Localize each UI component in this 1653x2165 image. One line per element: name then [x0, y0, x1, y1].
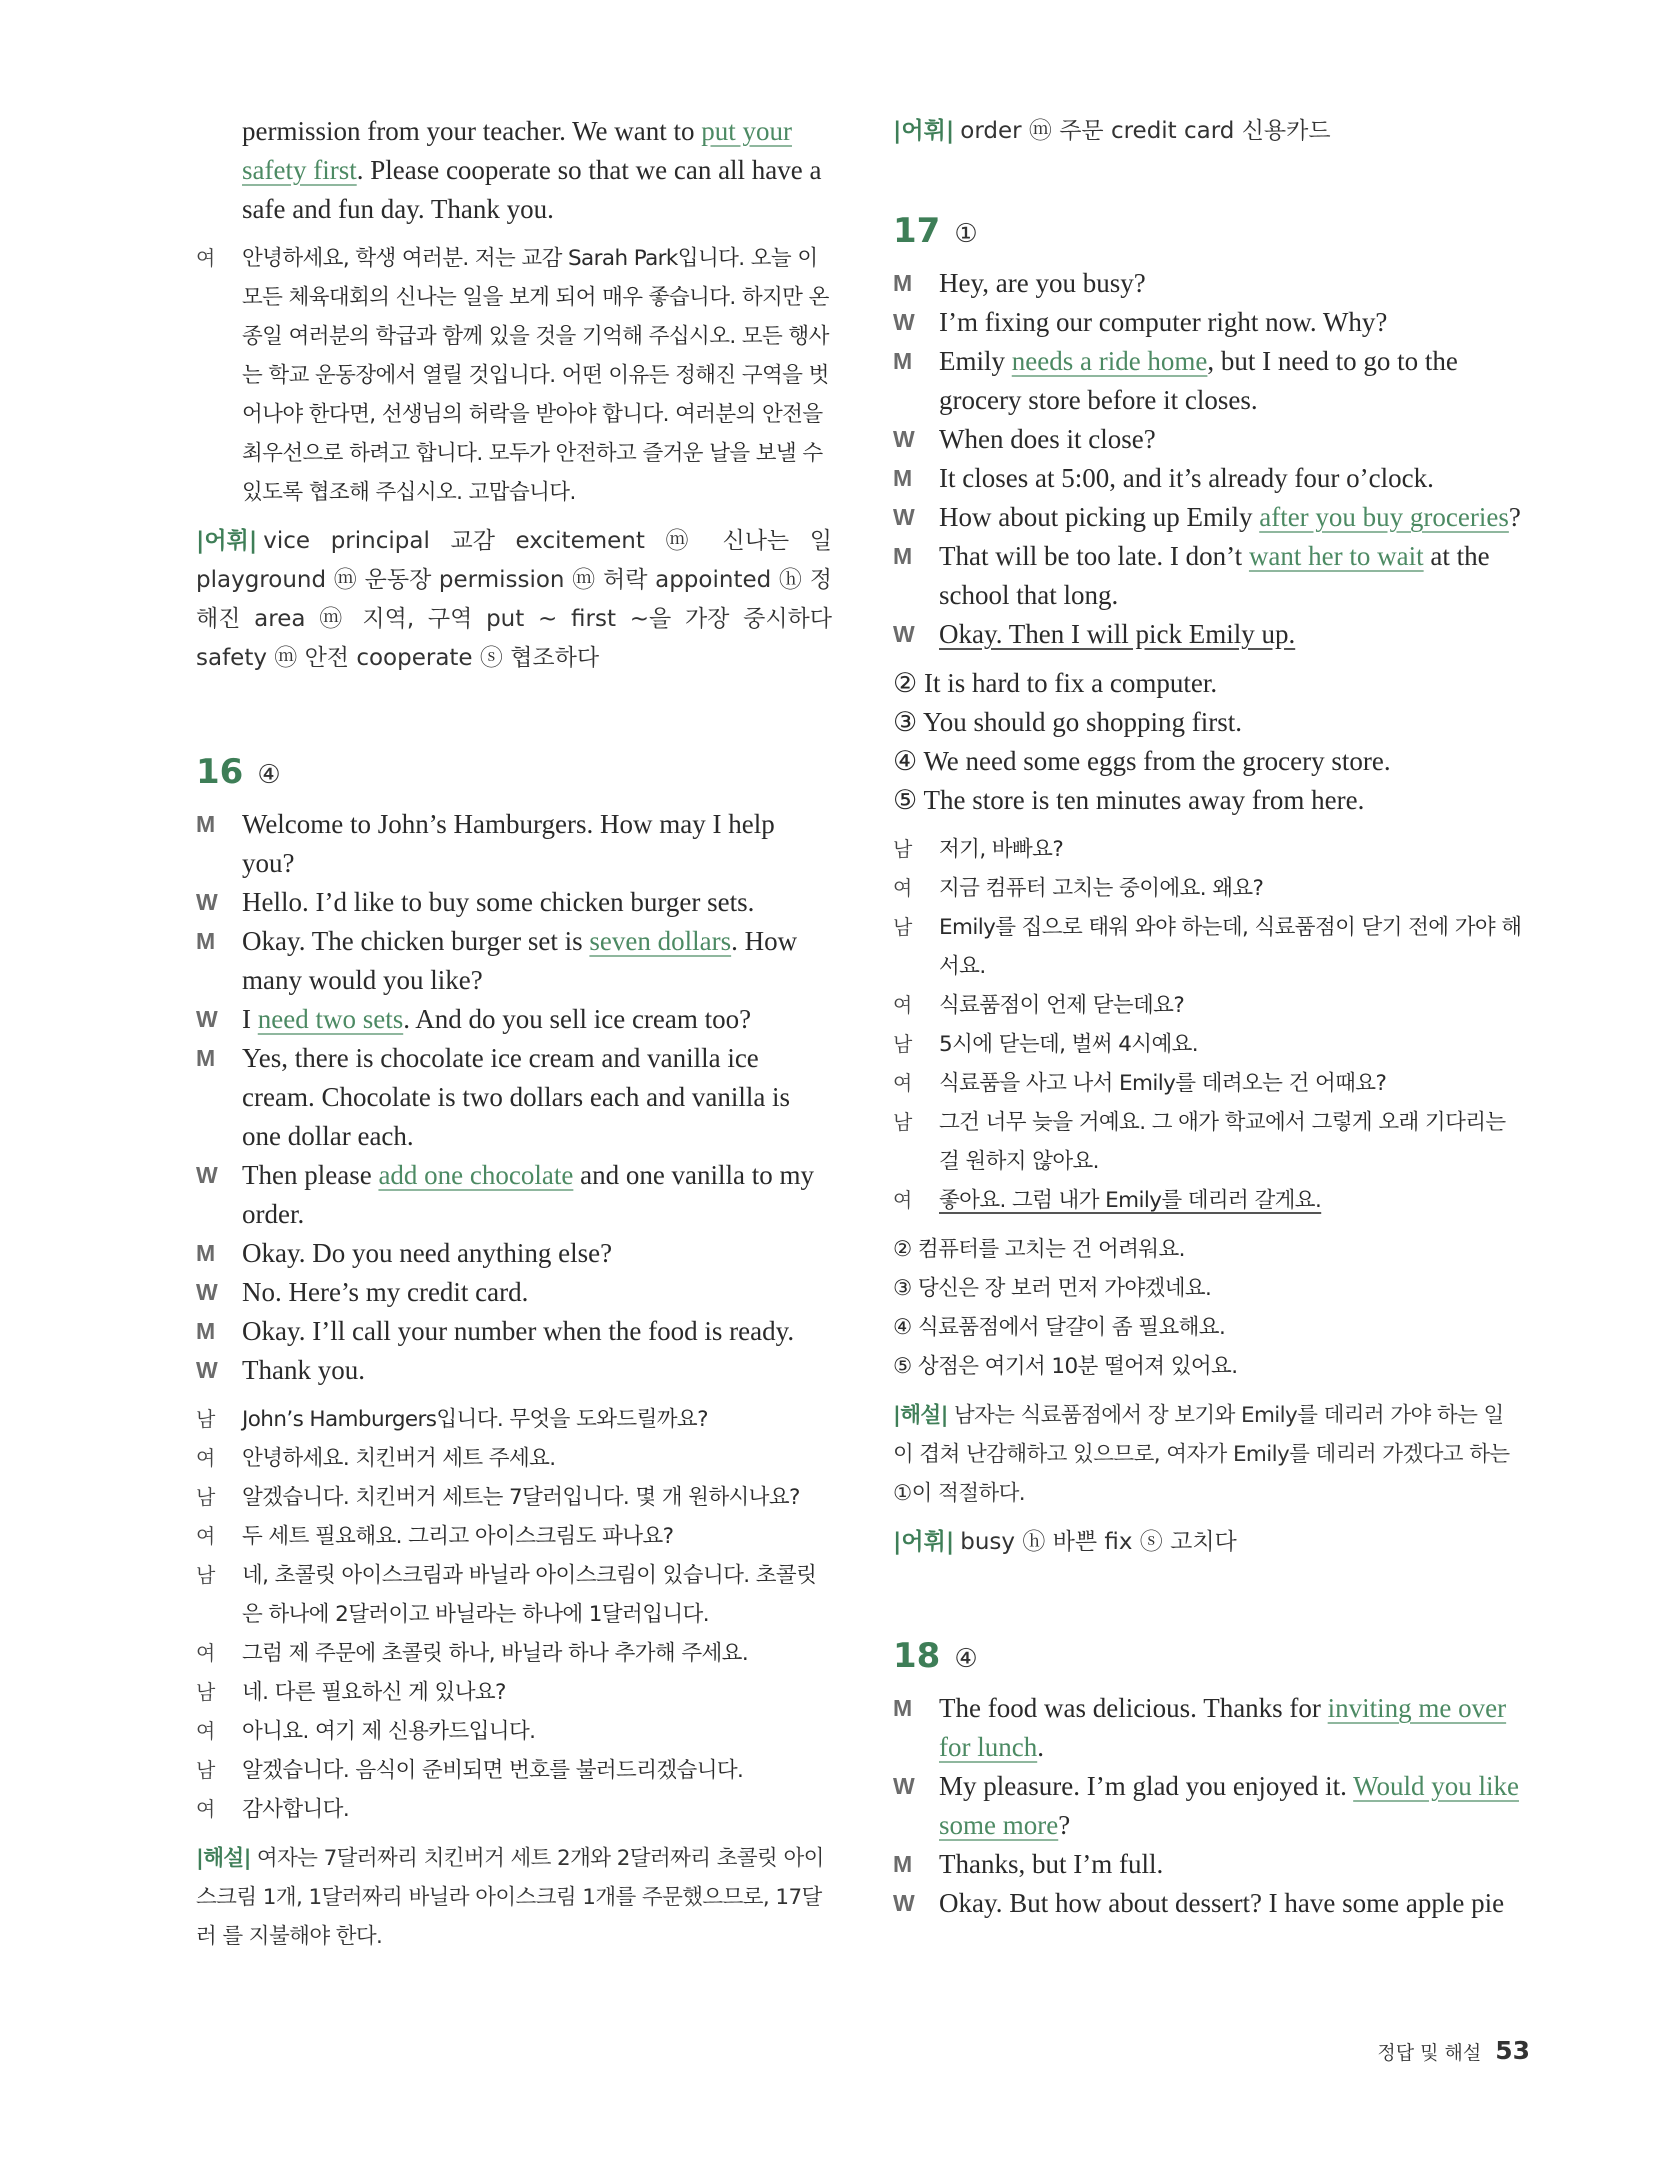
dialogue-turn	[893, 1845, 1529, 1884]
speaker-label: 여	[196, 1641, 215, 1665]
answer-mark: ①	[954, 219, 978, 249]
text-line	[242, 1712, 832, 1751]
speaker-label: 남	[196, 1563, 215, 1587]
vocab-text: busy ⓗ 바쁜 fix ⓢ 고치다	[960, 1529, 1237, 1555]
text-segment: Okay. The chicken burger set is	[242, 926, 590, 956]
text-line	[939, 1064, 1529, 1103]
text-line: ④ 식료품점에서 달걀이 좀 필요해요.	[893, 1315, 1226, 1340]
text-line	[939, 1767, 1529, 1806]
text-line	[242, 1595, 832, 1634]
korean-dialogue-turn	[893, 869, 1529, 908]
dialogue-turn	[893, 1884, 1529, 1923]
text-line: ⑤ 상점은 여기서 10분 떨어져 있어요.	[893, 1354, 1238, 1379]
question-16-header	[196, 750, 832, 797]
text-segment: 그럼 제 주문에 초콜릿 하나, 바닐라 하나 추가해 주세요.	[242, 1641, 749, 1666]
speaker-label: 남	[893, 915, 912, 939]
dialogue-turn	[196, 1312, 832, 1351]
text-segment: one dollar each.	[242, 1121, 414, 1151]
korean-dialogue-turn	[893, 1181, 1529, 1220]
q16-explanation	[196, 1839, 832, 1956]
dialogue-turn	[893, 303, 1529, 342]
text-line	[242, 1634, 832, 1673]
speaker-label: W	[893, 1890, 915, 1916]
q16-korean-dialogue	[196, 1400, 832, 1829]
text-segment: 안녕하세요. 치킨버거 세트 주세요.	[242, 1446, 556, 1471]
korean-dialogue-turn	[196, 1790, 832, 1829]
text-segment: 감사합니다.	[242, 1797, 350, 1822]
explanation-text: 남자는 식료품점에서 장 보기와 Emily를 데리러 가야 하는 일 이 겹쳐 난감해하고 있으므로, 여자가 Emily를 데리러 가겠다고 하는 ①이 적절하다.	[893, 1403, 1510, 1506]
text-line	[939, 1103, 1529, 1142]
korean-dialogue-turn	[893, 908, 1529, 986]
text-line: ② It is hard to fix a computer.	[893, 668, 1218, 698]
q17-explanation	[893, 1396, 1529, 1513]
speaker-label: 남	[196, 1407, 215, 1431]
text-line	[242, 1439, 832, 1478]
text-line	[939, 342, 1529, 381]
text-line	[242, 1117, 832, 1156]
text-line	[242, 1234, 832, 1273]
text-segment: many would you like?	[242, 965, 483, 995]
dialogue-turn	[196, 1351, 832, 1390]
explanation-tag: |해설|	[196, 1846, 251, 1871]
text-line	[939, 498, 1529, 537]
text-segment: 서요.	[939, 954, 986, 979]
question-17-header	[893, 209, 1529, 256]
vocab-text: order ⓜ 주문 credit card 신용카드	[960, 118, 1331, 144]
speaker-label: 여	[196, 1719, 215, 1743]
text-line	[242, 1195, 832, 1234]
text-line	[242, 1351, 832, 1390]
page-number: 53	[1495, 2036, 1530, 2065]
korean-dialogue-turn	[196, 1673, 832, 1712]
speaker-label: M	[893, 270, 913, 296]
dialogue-turn	[893, 537, 1529, 615]
text-line	[939, 986, 1529, 1025]
text-segment: . And do you sell ice cream too?	[403, 1004, 752, 1034]
text-segment: 좋아요. 그럼 내가 Emily를 데리러 갈게요.	[939, 1188, 1322, 1213]
explanation-text: 여자는 7달러짜리 치킨버거 세트 2개와 2달러짜리 초콜릿 아이 스크림 1개, 1달러짜리 바닐라 아이스크림 1개를 주문했으므로, 17달러 를 지불해야 한다.	[196, 1846, 824, 1949]
text-line	[939, 1689, 1529, 1728]
vocab-tag: |어휘|	[893, 118, 955, 144]
text-line	[242, 1556, 832, 1595]
text-segment: I’m fixing our computer right now. Why?	[939, 307, 1388, 337]
text-segment: Then please	[242, 1160, 379, 1190]
dialogue-turn	[196, 922, 832, 1000]
underlined-answer: Okay. Then I will pick Emily up.	[939, 619, 1296, 649]
speaker-label: 남	[893, 1110, 912, 1134]
text-line: 종일 여러분의 학급과 함께 있을 것을 기억해 주십시오. 모든 행사	[242, 324, 829, 349]
text-line	[242, 805, 832, 844]
dialogue-turn	[196, 1234, 832, 1273]
text-line	[939, 1845, 1529, 1884]
speaker-label: 여	[196, 1446, 215, 1470]
text-segment: John’s Hamburgers입니다. 무엇을 도와드릴까요?	[242, 1407, 708, 1432]
highlighted-phrase: seven dollars	[589, 926, 732, 956]
speaker-label: 여	[893, 993, 912, 1017]
text-segment: safe and fun day. Thank you.	[242, 194, 554, 224]
text-segment: 식료품을 사고 나서 Emily를 데려오는 건 어때요?	[939, 1071, 1387, 1096]
korean-dialogue-turn	[196, 1712, 832, 1751]
text-segment: . How	[731, 926, 798, 956]
korean-dialogue-turn	[196, 1400, 832, 1439]
speaker-label: 여	[893, 1071, 912, 1095]
text-segment: Emily	[939, 346, 1012, 376]
text-line	[939, 420, 1529, 459]
speaker-label: 남	[196, 1485, 215, 1509]
korean-dialogue-turn	[196, 1556, 832, 1634]
text-line	[242, 961, 832, 1000]
text-line: 최우선으로 하려고 합니다. 모두가 안전하고 즐거운 날을 보낼 수	[242, 441, 823, 466]
text-segment: How about picking up Emily	[939, 502, 1260, 532]
vocab-text: vice principal 교감 excitement ⓜ 신나는 일 playground ⓜ 운동장 permission ⓜ 허락 appointed ⓗ 정해진 area ⓜ 지역, 구역 put ~ first ~을 가장 중시하다 safety ⓜ 안전 cooperate ⓢ 협조하다	[196, 528, 832, 671]
speaker-label: W	[893, 426, 915, 452]
text-line	[939, 947, 1529, 986]
text-segment: Hey, are you busy?	[939, 268, 1146, 298]
left-column	[196, 112, 832, 1956]
speaker-label: W	[196, 1357, 218, 1383]
highlighted-phrase: want her to wait	[1248, 541, 1424, 571]
question-18-header	[893, 1634, 1529, 1681]
question-number: 16	[196, 752, 244, 792]
text-segment: When does it close?	[939, 424, 1156, 454]
speaker-label: W	[196, 1279, 218, 1305]
dialogue-turn	[196, 1000, 832, 1039]
text-segment: .	[1037, 1732, 1044, 1762]
text-line	[242, 922, 832, 961]
text-segment: 5시에 닫는데, 벌써 4시예요.	[939, 1032, 1199, 1057]
answer-mark: ④	[954, 1644, 978, 1674]
text-line	[939, 537, 1529, 576]
text-line: ② 컴퓨터를 고치는 건 어려워요.	[893, 1237, 1185, 1262]
right-column	[893, 112, 1529, 1923]
text-segment: 은 하나에 2달러이고 바닐라는 하나에 1달러입니다.	[242, 1602, 709, 1627]
highlighted-phrase: need two sets	[257, 1004, 404, 1034]
text-segment: It closes at 5:00, and it’s already four o’clock.	[939, 463, 1434, 493]
speaker-label: 남	[196, 1680, 215, 1704]
text-line	[939, 303, 1529, 342]
text-segment: Thanks, but I’m full.	[939, 1849, 1164, 1879]
q15-korean-translation	[196, 239, 832, 512]
text-line: 어나야 한다면, 선생님의 허락을 받아야 합니다. 여러분의 안전을	[242, 402, 823, 427]
text-segment: at the	[1423, 541, 1490, 571]
text-segment: 아니요. 여기 제 신용카드입니다.	[242, 1719, 536, 1744]
speaker-label: W	[893, 621, 915, 647]
text-segment: cream. Chocolate is two dollars each and vanilla is	[242, 1082, 791, 1112]
text-line	[939, 1884, 1529, 1923]
question-number: 18	[893, 1636, 941, 1676]
speaker-label: 여	[893, 1188, 912, 1212]
text-segment: That will be too late. I don’t	[939, 541, 1249, 571]
speaker-label: 남	[893, 837, 912, 861]
text-segment: order.	[242, 1199, 305, 1229]
dialogue-turn	[893, 1689, 1529, 1767]
text-segment: Thank you.	[242, 1355, 365, 1385]
text-line	[196, 112, 832, 151]
text-segment: 두 세트 필요해요. 그리고 아이스크림도 파나요?	[242, 1524, 674, 1549]
speaker-label: 남	[893, 1032, 912, 1056]
text-segment: ?	[1058, 1810, 1071, 1840]
text-line	[242, 1790, 832, 1829]
q17-korean-dialogue	[893, 830, 1529, 1220]
speaker-label: M	[196, 811, 216, 837]
text-segment: you?	[242, 848, 295, 878]
korean-dialogue-turn	[893, 986, 1529, 1025]
text-segment: I	[242, 1004, 258, 1034]
text-segment: Emily를 집으로 태워 와야 하는데, 식료품점이 닫기 전에 가야 해	[939, 915, 1522, 940]
text-line	[242, 1000, 832, 1039]
highlighted-phrase: safety first	[242, 155, 357, 185]
text-segment: grocery store before it closes.	[939, 385, 1258, 415]
text-line	[242, 1273, 832, 1312]
highlighted-phrase: for lunch	[939, 1732, 1038, 1762]
text-line	[242, 883, 832, 922]
dialogue-turn	[196, 1273, 832, 1312]
text-segment: school that long.	[939, 580, 1119, 610]
text-segment: Yes, there is chocolate ice cream and vanilla ice	[242, 1043, 759, 1073]
text-segment: 알겠습니다. 치킨버거 세트는 7달러입니다. 몇 개 원하시나요?	[242, 1485, 800, 1510]
speaker-label: W	[893, 504, 915, 530]
text-line	[242, 1517, 832, 1556]
speaker-label: M	[893, 1851, 913, 1877]
text-segment: . Please cooperate so that we can all have a	[356, 155, 822, 185]
q17-options	[893, 664, 1529, 820]
text-line	[939, 264, 1529, 303]
text-line	[242, 844, 832, 883]
dialogue-turn	[196, 883, 832, 922]
speaker-label: M	[196, 1318, 216, 1344]
speaker-label: W	[893, 1773, 915, 1799]
text-line: 모든 체육대회의 신나는 일을 보게 되어 매우 좋습니다. 하지만 온	[242, 285, 829, 310]
vocab-tag: |어휘|	[196, 528, 258, 554]
dialogue-turn	[893, 1767, 1529, 1845]
text-segment: , but I need to go to the	[1207, 346, 1458, 376]
speaker-label: 여	[196, 1797, 215, 1821]
q17-dialogue	[893, 264, 1529, 654]
text-line	[939, 459, 1529, 498]
speaker-label: W	[196, 1006, 218, 1032]
answer-mark: ④	[257, 760, 281, 790]
q16-vocabulary	[893, 112, 1529, 151]
highlighted-phrase: needs a ride home	[1011, 346, 1208, 376]
speaker-label: M	[893, 543, 913, 569]
text-line	[939, 1806, 1529, 1845]
vocab-tag: |어휘|	[893, 1529, 955, 1555]
text-segment: Hello. I’d like to buy some chicken burger sets.	[242, 887, 755, 917]
text-segment: My pleasure. I’m glad you enjoyed it.	[939, 1771, 1354, 1801]
korean-dialogue-turn	[196, 1478, 832, 1517]
text-segment: ?	[1508, 502, 1521, 532]
text-line	[939, 869, 1529, 908]
speaker-label: 여	[893, 876, 912, 900]
dialogue-turn	[196, 1039, 832, 1156]
dialogue-turn	[893, 420, 1529, 459]
highlighted-phrase: inviting me over	[1327, 1693, 1507, 1723]
speaker-label: 여	[196, 1524, 215, 1548]
highlighted-phrase: add one chocolate	[378, 1160, 574, 1190]
dialogue-turn	[893, 498, 1529, 537]
korean-dialogue-turn	[196, 1517, 832, 1556]
highlighted-phrase: Would you like	[1353, 1771, 1519, 1801]
text-line	[939, 615, 1529, 654]
dialogue-turn	[893, 264, 1529, 303]
q15-vocabulary	[196, 522, 832, 678]
speaker-label: M	[196, 928, 216, 954]
korean-dialogue-turn	[893, 1103, 1529, 1181]
speaker-label: 여	[196, 246, 215, 270]
text-segment: 네. 다른 필요하신 게 있나요?	[242, 1680, 506, 1705]
speaker-label: W	[196, 889, 218, 915]
text-line	[939, 830, 1529, 869]
text-segment: Okay. I’ll call your number when the food is ready.	[242, 1316, 795, 1346]
text-segment: 걸 원하지 않아요.	[939, 1149, 1099, 1174]
page-footer	[1360, 2036, 1530, 2065]
speaker-label: M	[893, 348, 913, 374]
text-line	[939, 1181, 1529, 1220]
text-line	[242, 1673, 832, 1712]
text-line: ⑤ The store is ten minutes away from here.	[893, 785, 1365, 815]
speaker-label: M	[196, 1045, 216, 1071]
q18-dialogue	[893, 1689, 1529, 1923]
korean-dialogue-turn	[196, 1439, 832, 1478]
dialogue-turn	[196, 805, 832, 883]
text-line: ③ You should go shopping first.	[893, 707, 1243, 737]
highlighted-phrase: after you buy groceries	[1259, 502, 1509, 532]
text-line	[939, 576, 1529, 615]
explanation-tag: |해설|	[893, 1403, 948, 1428]
text-line	[939, 1728, 1529, 1767]
text-line	[939, 908, 1529, 947]
speaker-label: M	[893, 465, 913, 491]
dialogue-turn	[893, 615, 1529, 654]
text-line: ③ 당신은 장 보러 먼저 가야겠네요.	[893, 1276, 1212, 1301]
highlighted-phrase: put your	[701, 116, 792, 146]
speaker-label: M	[893, 1695, 913, 1721]
text-segment: Welcome to John’s Hamburgers. How may I help	[242, 809, 775, 839]
text-line	[242, 1400, 832, 1439]
text-line: 는 학교 운동장에서 열릴 것입니다. 어떤 이유든 정해진 구역을 벗	[242, 363, 829, 388]
dialogue-turn	[196, 1156, 832, 1234]
text-segment: 네, 초콜릿 아이스크림과 바닐라 아이스크림이 있습니다. 초콜릿	[242, 1563, 817, 1588]
korean-dialogue-turn	[893, 1025, 1529, 1064]
text-segment: 그건 너무 늦을 거예요. 그 애가 학교에서 그렇게 오래 기다리는	[939, 1110, 1506, 1135]
text-segment: 알겠습니다. 음식이 준비되면 번호를 불러드리겠습니다.	[242, 1758, 744, 1783]
speaker-label: W	[893, 309, 915, 335]
korean-dialogue-turn	[196, 1634, 832, 1673]
text-line	[242, 1478, 832, 1517]
speaker-label: M	[196, 1240, 216, 1266]
text-segment: and one vanilla to my	[573, 1160, 815, 1190]
text-line	[196, 190, 832, 229]
text-segment: The food was delicious. Thanks for	[939, 1693, 1328, 1723]
korean-dialogue-turn	[893, 830, 1529, 869]
question-number: 17	[893, 211, 941, 251]
text-segment: 지금 컴퓨터 고치는 중이에요. 왜요?	[939, 876, 1264, 901]
text-segment: 저기, 바빠요?	[939, 837, 1064, 862]
text-line: 있도록 협조해 주십시오. 고맙습니다.	[242, 480, 576, 505]
q16-dialogue	[196, 805, 832, 1390]
q15-script-continuation	[196, 112, 832, 229]
text-line	[939, 1142, 1529, 1181]
q17-korean-options	[893, 1230, 1529, 1386]
korean-dialogue-turn	[196, 1751, 832, 1790]
text-line: ④ We need some eggs from the grocery store.	[893, 746, 1391, 776]
text-segment: Okay. Do you need anything else?	[242, 1238, 613, 1268]
text-segment: Okay. But how about dessert? I have some apple pie	[939, 1888, 1505, 1918]
q17-vocabulary	[893, 1523, 1529, 1562]
text-line	[242, 1078, 832, 1117]
text-line	[242, 1156, 832, 1195]
footer-label: 정답 및 해설	[1377, 2042, 1482, 2064]
text-segment: No. Here’s my credit card.	[242, 1277, 529, 1307]
korean-dialogue-turn	[893, 1064, 1529, 1103]
text-line	[242, 1751, 832, 1790]
dialogue-turn	[893, 342, 1529, 420]
speaker-label: W	[196, 1162, 218, 1188]
dialogue-turn	[893, 459, 1529, 498]
text-line	[939, 381, 1529, 420]
text-segment: 식료품점이 언제 닫는데요?	[939, 993, 1185, 1018]
text-line: 안녕하세요, 학생 여러분. 저는 교감 Sarah Park입니다. 오늘 이	[242, 246, 818, 271]
text-line	[242, 1039, 832, 1078]
speaker-label: 남	[196, 1758, 215, 1782]
highlighted-phrase: some more	[939, 1810, 1059, 1840]
text-segment: permission from your teacher. We want to	[242, 116, 702, 146]
text-line	[242, 1312, 832, 1351]
text-line	[939, 1025, 1529, 1064]
text-line	[196, 151, 832, 190]
q15-korean-lines	[242, 239, 832, 512]
